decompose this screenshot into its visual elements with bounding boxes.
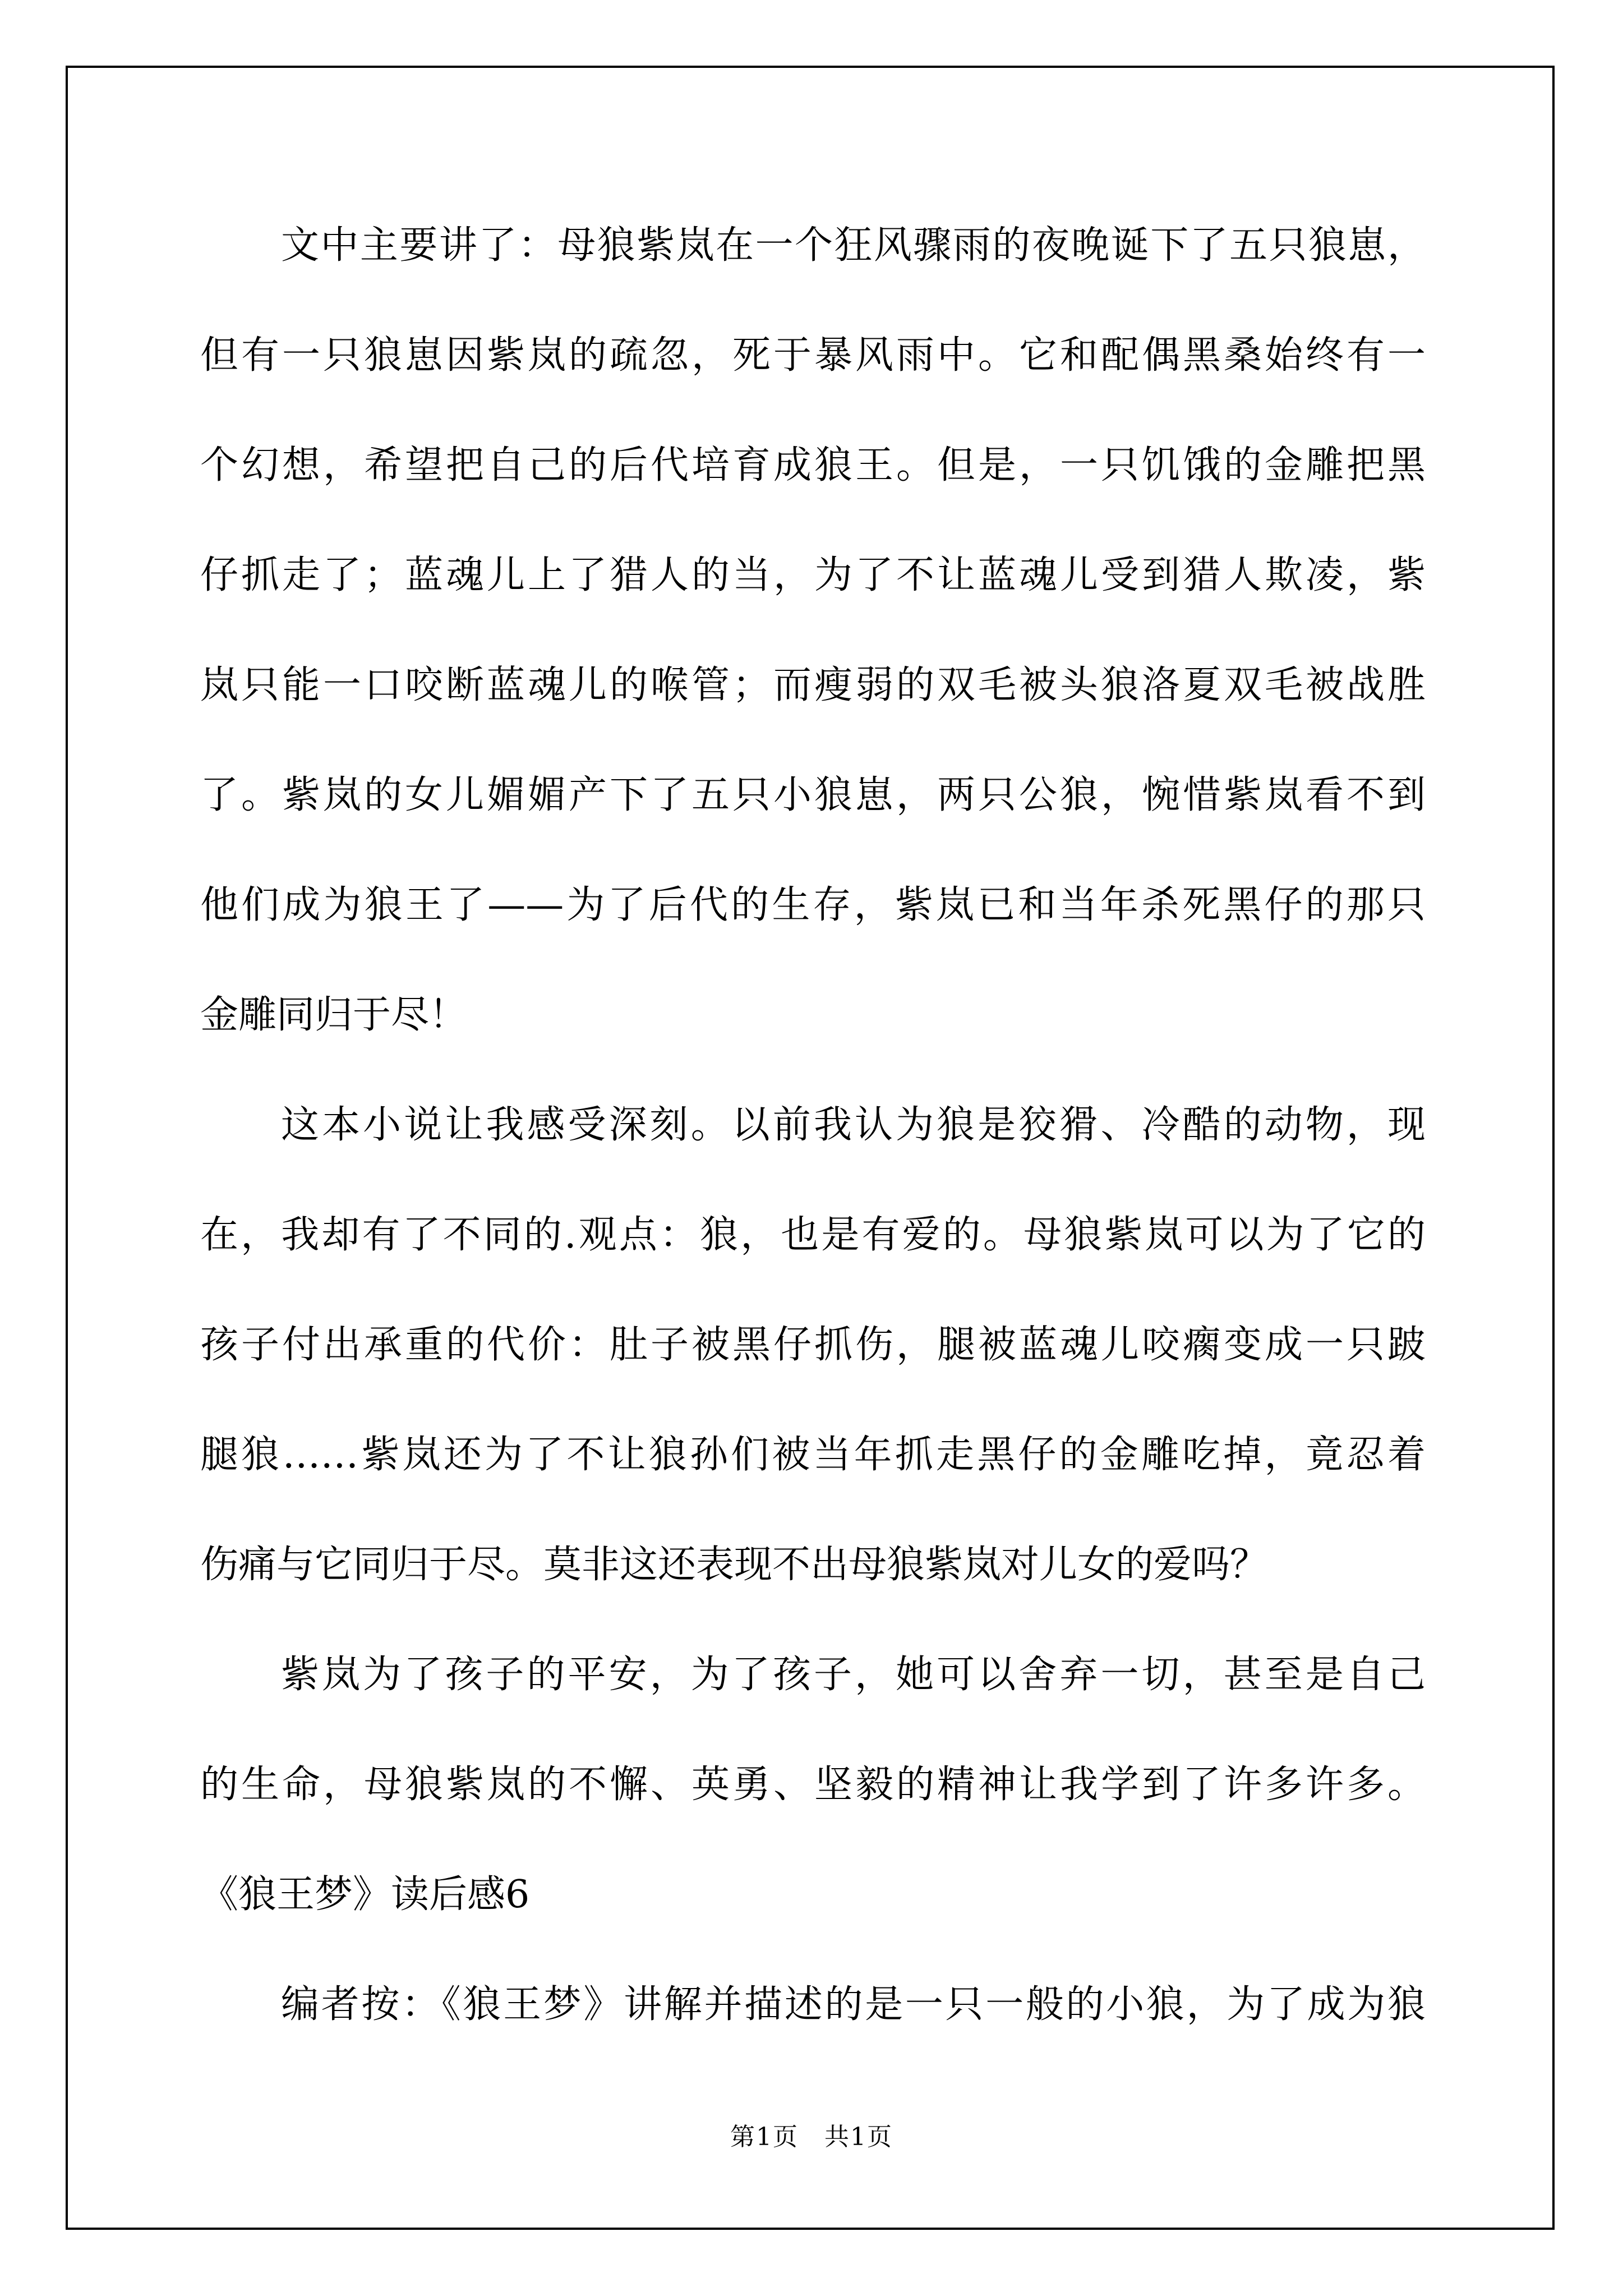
page-footer: 第1页 共1页 — [730, 2123, 893, 2151]
paragraph-line: 编者按：《狼王梦》讲解并描述的是一只一般的小狼，为了成为狼 — [281, 1982, 1426, 2027]
paragraph-line: 在，我却有了不同的.观点：狼，也是有爱的。母狼紫岚可以为了它的 — [200, 1213, 1426, 1257]
paragraph-line: 孩子付出承重的代价：肚子被黑仔抓伤，腿被蓝魂儿咬瘸变成一只跛 — [200, 1323, 1426, 1367]
paragraph-line: 个幻想，希望把自己的后代培育成狼王。但是，一只饥饿的金雕把黑 — [200, 443, 1426, 487]
paragraph-line: 他们成为狼王了——为了后代的生存，紫岚已和当年杀死黑仔的那只 — [200, 883, 1426, 927]
paragraph-line: 岚只能一口咬断蓝魂儿的喉管；而瘦弱的双毛被头狼洛夏双毛被战胜 — [200, 663, 1426, 707]
paragraph-line: 但有一只狼崽因紫岚的疏忽，死于暴风雨中。它和配偶黑桑始终有一 — [200, 333, 1426, 378]
paragraph-line: 这本小说让我感受深刻。以前我认为狼是狡猾、冷酷的动物，现 — [281, 1103, 1426, 1147]
paragraph-line: 金雕同归于尽！ — [200, 993, 468, 1037]
section-heading: 《狼王梦》读后感6 — [200, 1872, 530, 1917]
paragraph-line: 文中主要讲了：母狼紫岚在一个狂风骤雨的夜晚诞下了五只狼崽， — [281, 223, 1426, 268]
paragraph-line: 了。紫岚的女儿媚媚产下了五只小狼崽，两只公狼，惋惜紫岚看不到 — [200, 773, 1426, 817]
paragraph-line: 的生命，母狼紫岚的不懈、英勇、坚毅的精神让我学到了许多许多。 — [200, 1763, 1426, 1807]
paragraph-line: 伤痛与它同归于尽。莫非这还表现不出母狼紫岚对儿女的爱吗？ — [200, 1543, 1269, 1587]
paragraph-line: 仔抓走了；蓝魂儿上了猎人的当，为了不让蓝魂儿受到猎人欺凌，紫 — [200, 553, 1426, 597]
paragraph-line: 腿狼……紫岚还为了不让狼孙们被当年抓走黑仔的金雕吃掉，竟忍着 — [200, 1433, 1426, 1477]
document-body — [200, 191, 1426, 2060]
paragraph-line: 紫岚为了孩子的平安，为了孩子，她可以舍弃一切，甚至是自己 — [281, 1653, 1426, 1697]
